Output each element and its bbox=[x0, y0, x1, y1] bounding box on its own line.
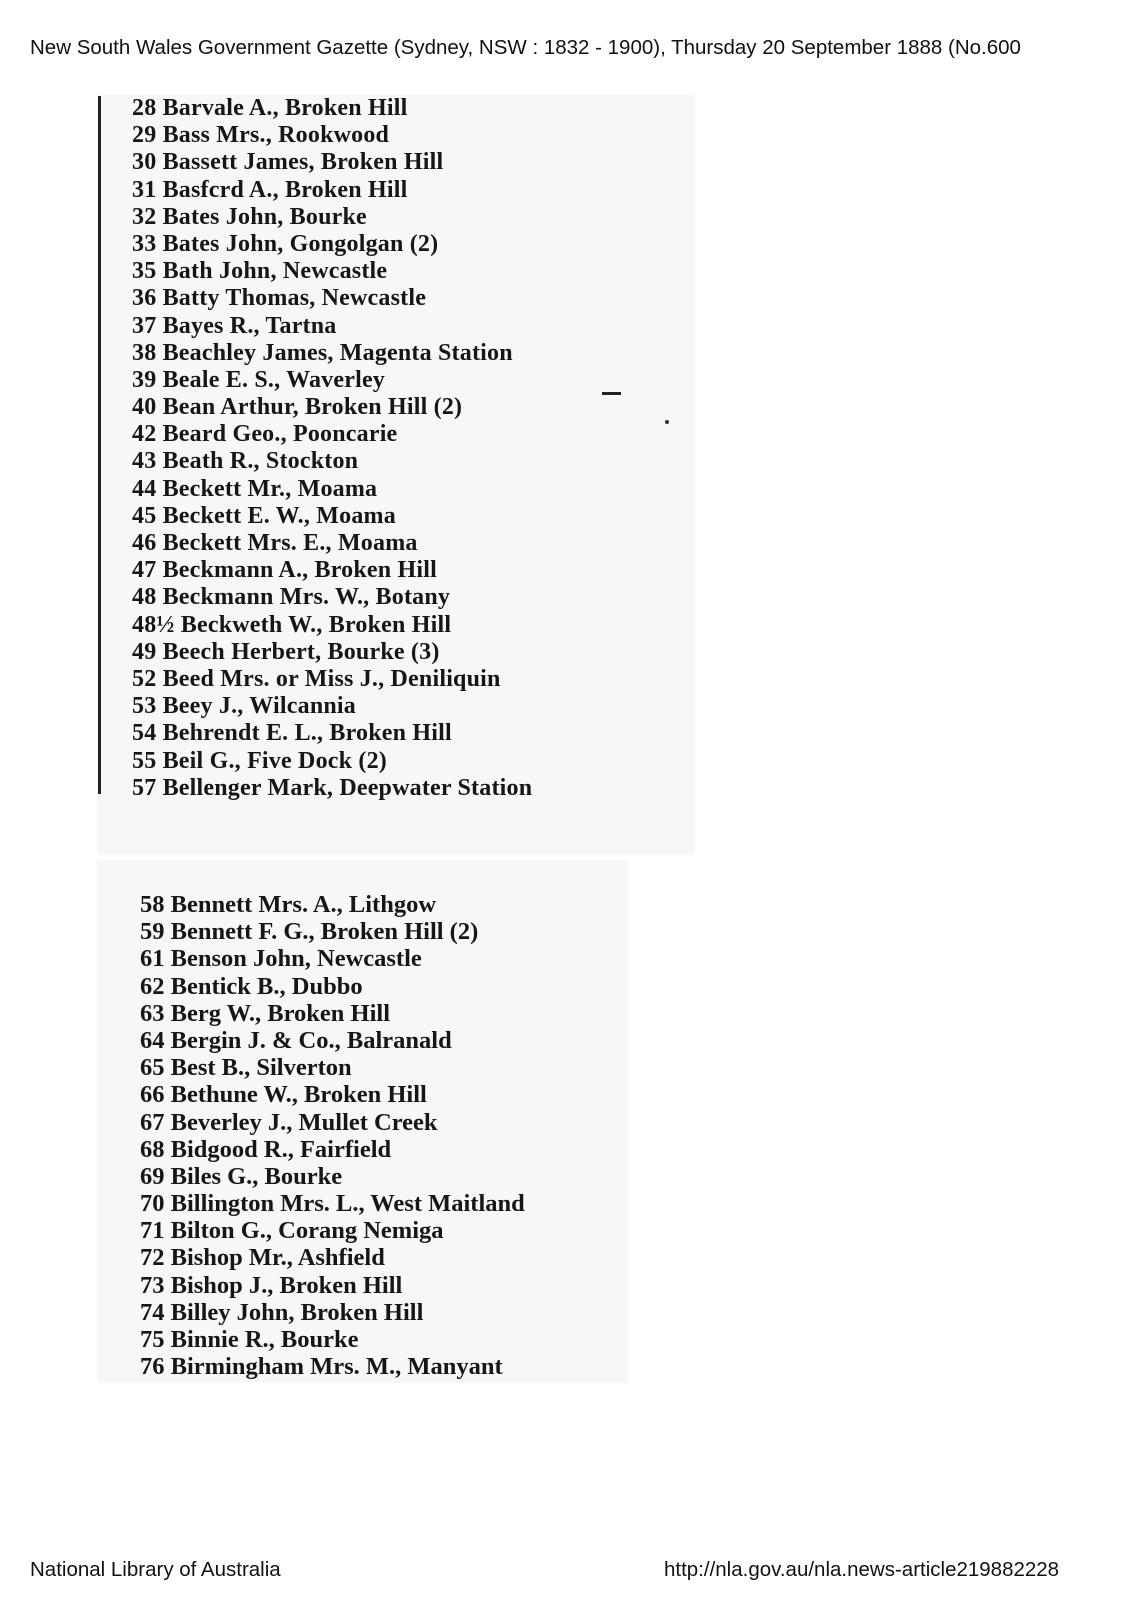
list-entry: 72 Bishop Mr., Ashfield bbox=[140, 1244, 385, 1272]
list-entry: 31 Basfcrd A., Broken Hill bbox=[132, 176, 408, 203]
column-rule bbox=[98, 96, 101, 794]
list-entry: 64 Bergin J. & Co., Balranald bbox=[140, 1026, 452, 1054]
list-entry: 39 Beale E. S., Waverley bbox=[132, 366, 386, 393]
list-entry: 61 Benson John, Newcastle bbox=[140, 945, 422, 973]
list-entry: 57 Bellenger Mark, Deepwater Station bbox=[132, 774, 533, 801]
list-entry: 76 Birmingham Mrs. M., Manyant bbox=[140, 1353, 503, 1381]
list-entry: 67 Beverley J., Mullet Creek bbox=[140, 1108, 438, 1136]
list-entry: 54 Behrendt E. L., Broken Hill bbox=[132, 720, 452, 747]
list-entry: 45 Beckett E. W., Moama bbox=[132, 502, 396, 529]
list-entry: 48½ Beckweth W., Broken Hill bbox=[132, 611, 452, 638]
list-entry: 68 Bidgood R., Fairfield bbox=[140, 1135, 392, 1163]
list-entry: 46 Beckett Mrs. E., Moama bbox=[132, 530, 418, 556]
list-entry: 42 Beard Geo., Pooncarie bbox=[132, 421, 398, 448]
list-entry: 52 Beed Mrs. or Miss J., Deniliquin bbox=[132, 665, 501, 692]
footer-url-link[interactable]: http://nla.gov.au/nla.news-article219882228 bbox=[664, 1558, 1060, 1581]
list-entry: 70 Billington Mrs. L., West Maitland bbox=[140, 1190, 525, 1218]
list-entry: 49 Beech Herbert, Bourke (3) bbox=[132, 638, 440, 665]
list-entry: 58 Bennett Mrs. A., Lithgow bbox=[140, 891, 437, 918]
list-entry: 36 Batty Thomas, Newcastle bbox=[132, 285, 427, 312]
list-entry: 71 Bilton G., Corang Nemiga bbox=[140, 1217, 444, 1245]
list-entry: 75 Binnie R., Bourke bbox=[140, 1326, 359, 1353]
list-entry: 35 Bath John, Newcastle bbox=[132, 258, 388, 285]
list-entry: 44 Beckett Mr., Moama bbox=[132, 475, 378, 502]
list-entry: 38 Beachley James, Magenta Station bbox=[132, 339, 513, 366]
list-entry: 63 Berg W., Broken Hill bbox=[140, 999, 391, 1027]
list-entry: 33 Bates John, Gongolgan (2) bbox=[132, 230, 439, 257]
list-entry: 53 Beey J., Wilcannia bbox=[132, 693, 356, 720]
page-header-title: New South Wales Government Gazette (Sydney, NSW : 1832 - 1900), Thursday 20 September 1888 (No.600 bbox=[30, 36, 1021, 59]
list-entry: 47 Beckmann A., Broken Hill bbox=[132, 557, 438, 584]
list-entry: 59 Bennett F. G., Broken Hill (2) bbox=[140, 918, 479, 946]
list-entry: 43 Beath R., Stockton bbox=[132, 448, 359, 475]
list-entry: 40 Bean Arthur, Broken Hill (2) bbox=[132, 394, 463, 421]
list-entry: 55 Beil G., Five Dock (2) bbox=[132, 747, 387, 774]
list-entry: 69 Biles G., Bourke bbox=[140, 1162, 343, 1190]
list-entry: 28 Barvale A., Broken Hill bbox=[132, 95, 408, 121]
list-entry: 48 Beckmann Mrs. W., Botany bbox=[132, 584, 451, 611]
list-entry: 73 Bishop J., Broken Hill bbox=[140, 1271, 403, 1299]
list-entry: 29 Bass Mrs., Rookwood bbox=[132, 122, 390, 149]
footer-source: National Library of Australia bbox=[30, 1558, 281, 1581]
list-entry: 66 Bethune W., Broken Hill bbox=[140, 1081, 427, 1109]
list-entry: 62 Bentick B., Dubbo bbox=[140, 972, 363, 1000]
list-entry: 32 Bates John, Bourke bbox=[132, 203, 367, 230]
list-entry: 74 Billey John, Broken Hill bbox=[140, 1298, 424, 1326]
list-entry: 30 Bassett James, Broken Hill bbox=[132, 149, 444, 176]
print-mark-dot bbox=[665, 420, 669, 424]
print-mark-dash bbox=[602, 392, 621, 395]
letter-list-1 bbox=[132, 95, 532, 802]
list-entry: 37 Bayes R., Tartna bbox=[132, 312, 337, 339]
list-entry: 65 Best B., Silverton bbox=[140, 1054, 352, 1082]
letter-list-2 bbox=[140, 891, 525, 1380]
